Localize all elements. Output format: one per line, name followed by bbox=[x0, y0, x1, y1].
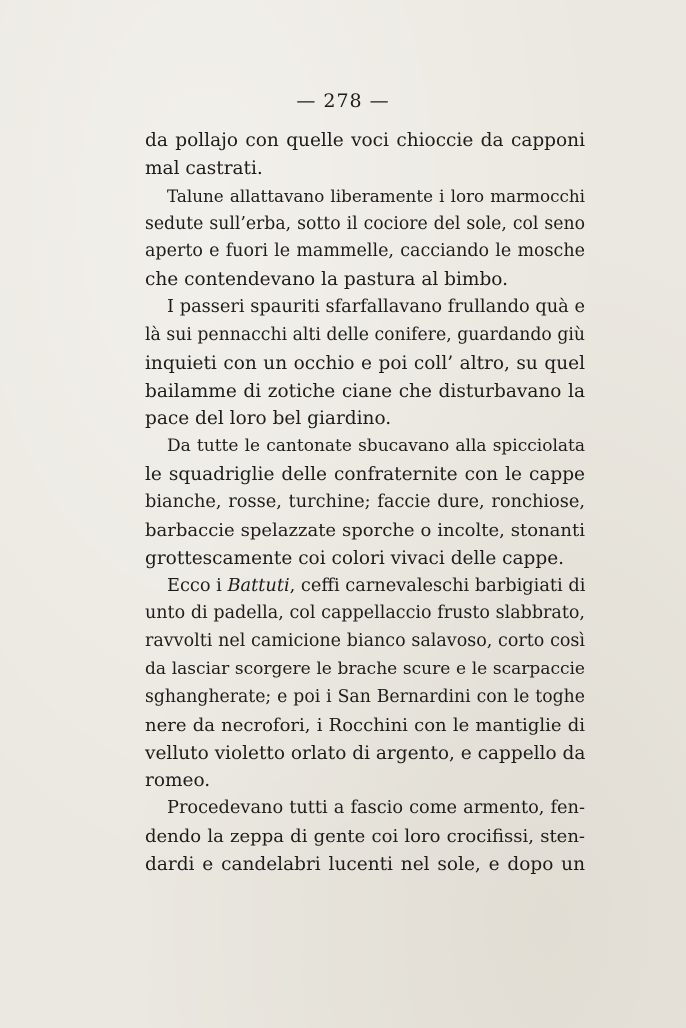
text-line: unto di padella, col cappellaccio frusto slabbrato, bbox=[145, 603, 585, 624]
text-line: velluto violetto orlato di argento, e cappello da bbox=[145, 742, 586, 764]
text-line: sedute sull’erba, sotto il cociore del sole, col seno bbox=[145, 213, 585, 234]
text-line: le squadriglie delle confraternite con le cappe bbox=[145, 464, 585, 486]
text-segment: Ecco i bbox=[167, 575, 228, 596]
text-line: ravvolti nel camicione bianco salavoso, corto così bbox=[145, 631, 585, 652]
text-line: inquieti con un occhio e poi coll’ altro, su quel bbox=[145, 352, 585, 374]
text-line: là sui pennacchi alti delle conifere, guardando giù bbox=[145, 324, 585, 345]
text-line: Procedevano tutti a fascio come armento, fen- bbox=[167, 798, 585, 819]
text-line: mal castrati. bbox=[145, 157, 263, 179]
text-line: romeo. bbox=[145, 770, 211, 792]
text-line bbox=[145, 573, 585, 601]
text-line: grottescamente coi colori vivaci delle cappe. bbox=[145, 547, 565, 569]
page-number: — 278 — bbox=[296, 90, 390, 112]
text-line: Talune allattavano liberamente i loro marmocchi bbox=[167, 185, 585, 206]
text-line: nere da necrofori, i Rocchini con le mantiglie di bbox=[145, 714, 585, 736]
text-line: I passeri spauriti sfarfallavano frullando quà e bbox=[167, 297, 585, 318]
text-line: da pollajo con quelle voci chioccie da capponi bbox=[145, 130, 585, 151]
text-line: pace del loro bel giardino. bbox=[145, 408, 392, 430]
body-text bbox=[145, 127, 585, 879]
text-line: bailamme di zotiche ciane che disturbavano la bbox=[145, 380, 585, 402]
text-line: Da tutte le cantonate sbucavano alla spicciolata bbox=[167, 436, 585, 457]
text-line: bianche, rosse, turchine; faccie dure, ronchiose, bbox=[145, 491, 585, 512]
text-line: aperto e fuori le mammelle, cacciando le mosche bbox=[145, 241, 585, 262]
text-line: barbaccie spelazzate sporche o incolte, stonanti bbox=[145, 519, 585, 541]
text-line: sghangherate; e poi i San Bernardini con le toghe bbox=[145, 686, 585, 707]
text-segment: , ceffi carnevaleschi barbigiati di bbox=[289, 575, 586, 596]
text-line: dardi e candelabri lucenti nel sole, e dopo un bbox=[145, 853, 585, 875]
text-line: dendo la zeppa di gente coi loro crocifissi, sten- bbox=[145, 826, 585, 848]
text-line: che contendevano la pastura al bimbo. bbox=[145, 269, 508, 291]
text-line: da lasciar scorgere le brache scure e le scarpaccie bbox=[145, 659, 585, 680]
italic-term: Battuti bbox=[227, 575, 290, 596]
